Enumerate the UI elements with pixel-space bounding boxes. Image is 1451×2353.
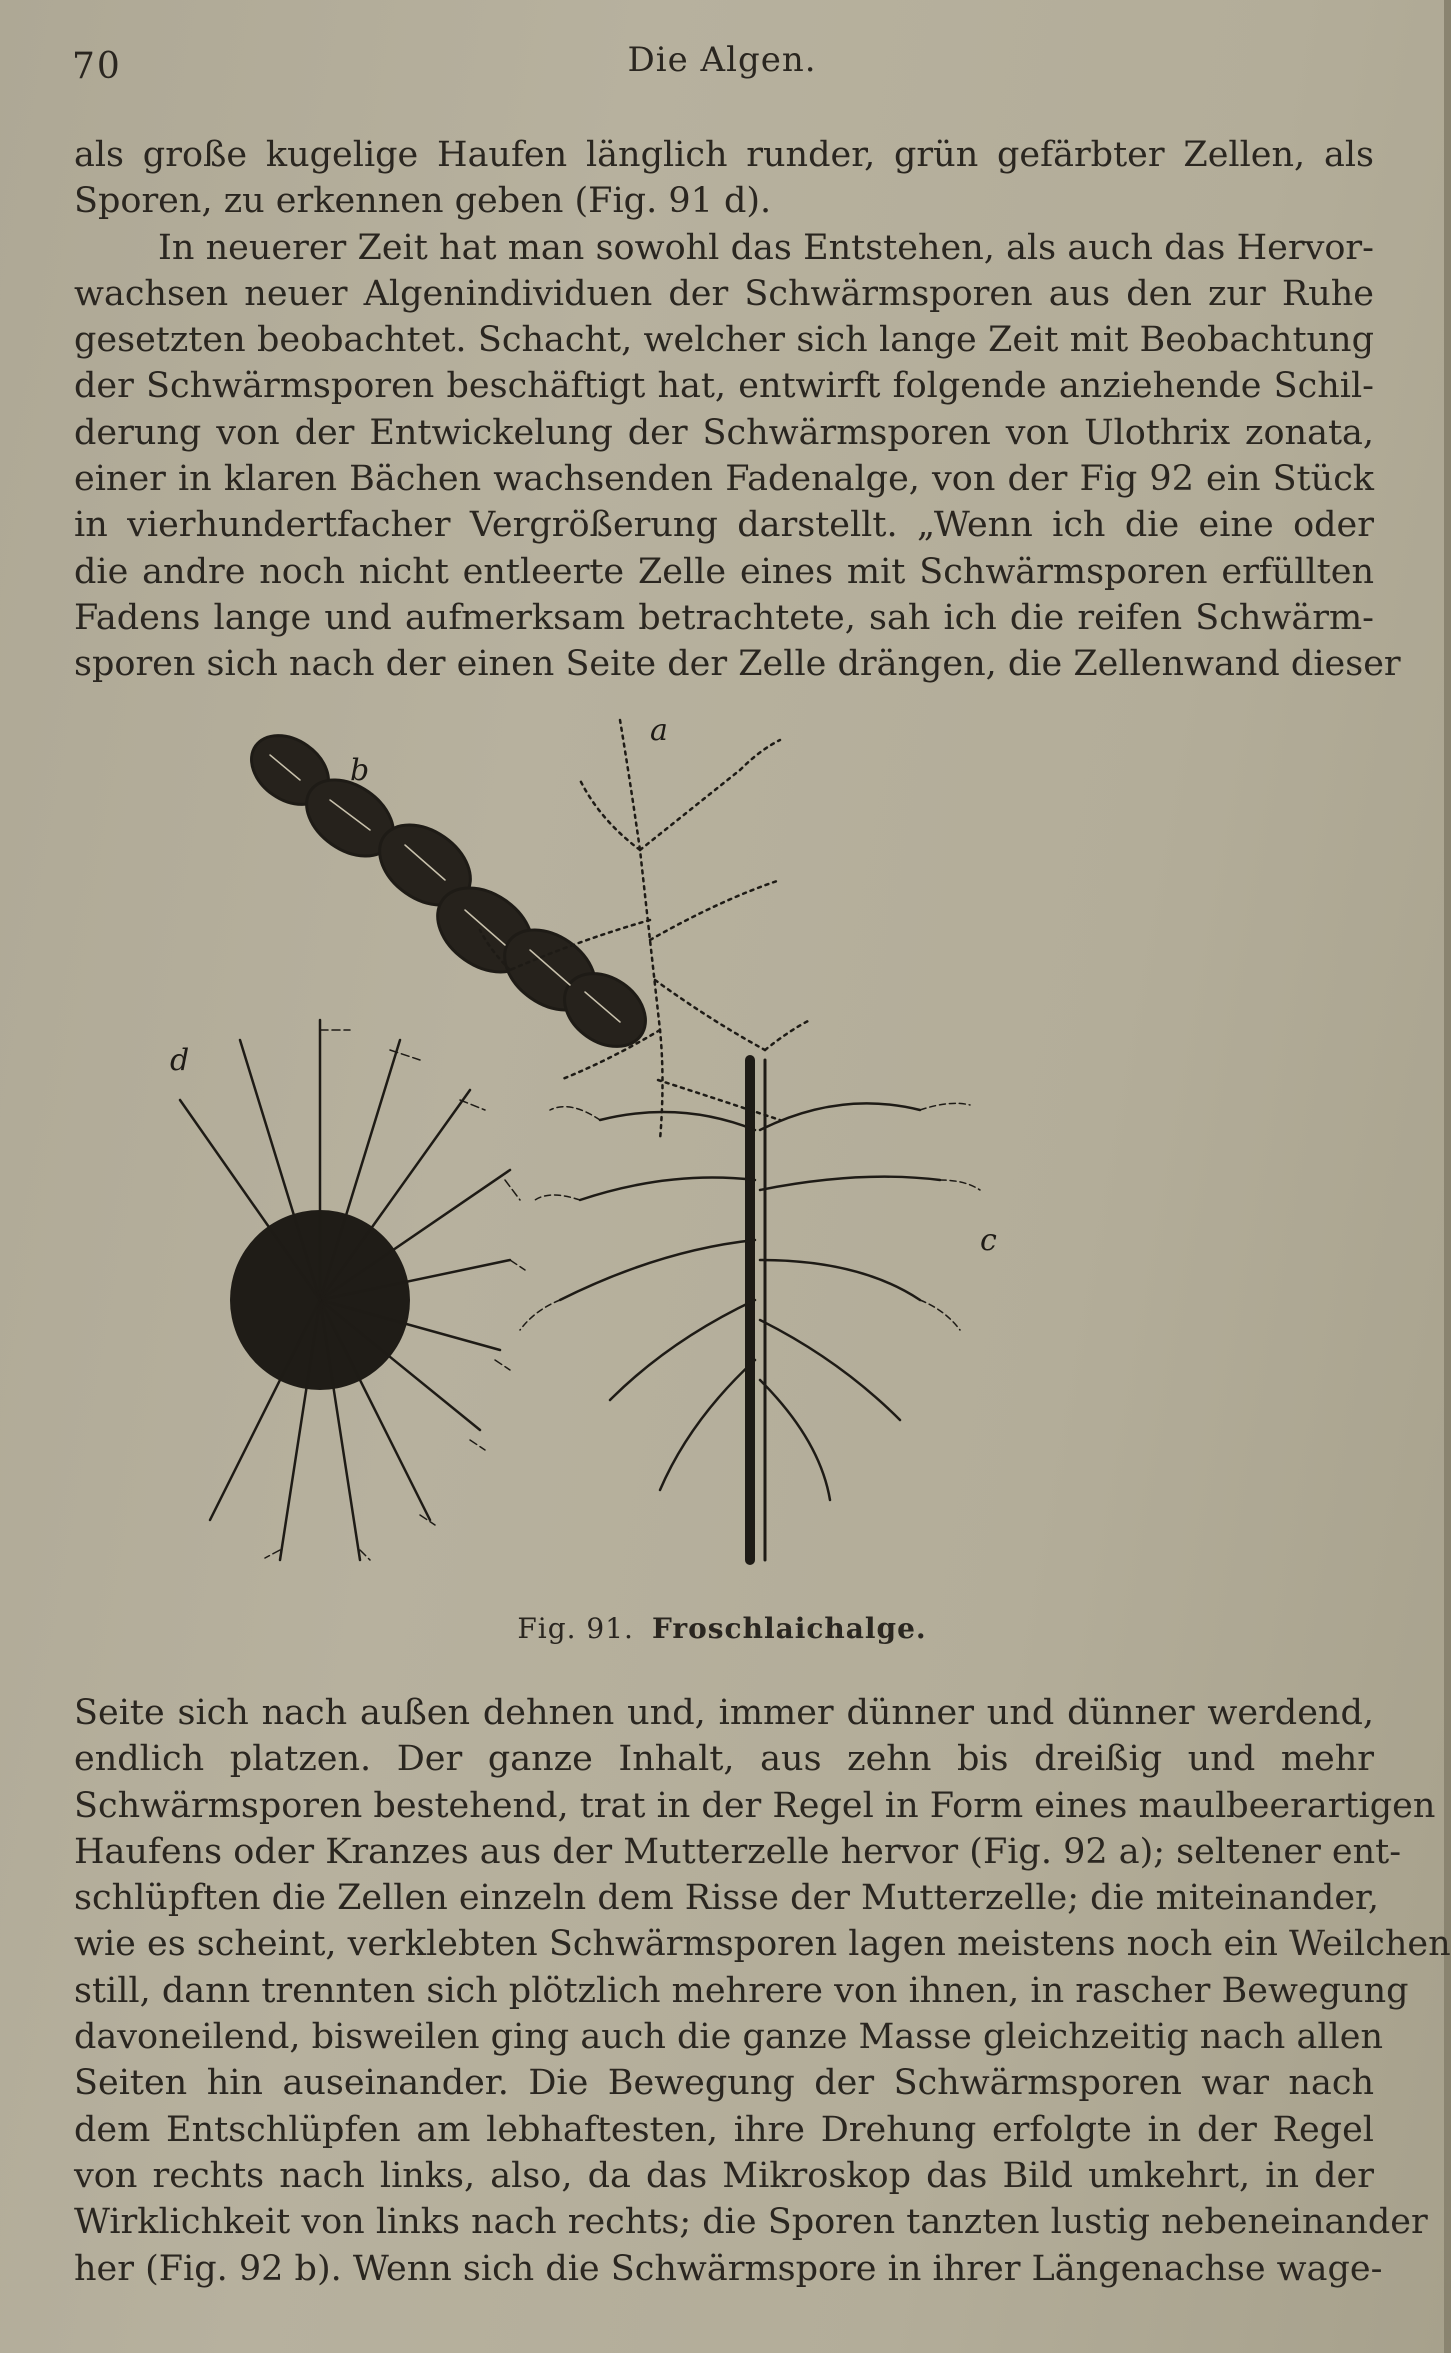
text-line: wachsen neuer Algenindividuen der Schwärmsporen aus den zur Ruhe: [74, 273, 1374, 314]
text-line: die andre noch nicht entleerte Zelle eines mit Schwärmsporen erfüllten: [74, 551, 1374, 592]
figure-label-b: b: [350, 753, 370, 788]
text-line: endlich platzen. Der ganze Inhalt, aus zehn bis dreißig und mehr: [74, 1739, 1374, 1780]
running-head: Die Algen.: [627, 40, 817, 80]
algae-illustration: [170, 700, 1220, 1600]
text-line: In neuerer Zeit hat man sowohl das Entstehen, als auch das Hervor-: [158, 227, 1374, 268]
text-block-top: [74, 132, 1401, 688]
text-line: als große kugelige Haufen länglich runder, grün gefärbter Zellen, als: [74, 135, 1374, 175]
page-header: [72, 38, 1372, 88]
text-line: dem Entschlüpfen am lebhaftesten, ihre Drehung erfolgte in der Regel: [74, 2109, 1374, 2150]
text-line: Seite sich nach außen dehnen und, immer dünner und dünner werdend,: [74, 1693, 1374, 1733]
text-line: einer in klaren Bächen wachsenden Fadenalge, von der Fig 92 ein Stück: [74, 459, 1374, 500]
figure-91: [170, 700, 1220, 1600]
text-line: sporen sich nach der einen Seite der Zelle drängen, die Zellenwand dieser: [74, 644, 1401, 685]
text-line: Wirklichkeit von links nach rechts; die Sporen tanzten lustig nebeneinander: [74, 2202, 1428, 2243]
text-line: wie es scheint, verklebten Schwärmsporen lagen meistens noch ein Weilchen: [74, 1924, 1451, 1965]
figure-caption-title: Froschlaichalge.: [651, 1612, 927, 1645]
text-line: Schwärmsporen bestehend, trat in der Regel in Form eines maulbeerartigen: [74, 1785, 1436, 1826]
text-line: Haufens oder Kranzes aus der Mutterzelle hervor (Fig. 92 a); seltener ent-: [74, 1831, 1402, 1872]
figure-label-c: c: [980, 1223, 997, 1258]
text-line: schlüpften die Zellen einzeln dem Risse der Mutterzelle; die miteinander,: [74, 1878, 1380, 1919]
figure-label-a: a: [650, 713, 668, 748]
text-line: der Schwärmsporen beschäftigt hat, entwirft folgende anziehende Schil-: [74, 366, 1374, 407]
text-line: Fadens lange und aufmerksam betrachtete, sah ich die reifen Schwärm-: [74, 597, 1374, 638]
text-line: Seiten hin auseinander. Die Bewegung der Schwärmsporen war nach: [74, 2063, 1374, 2104]
figure-caption: [0, 1612, 1444, 1645]
illustration-d-radiating-colony: [170, 1020, 525, 1560]
text-line: still, dann trennten sich plötzlich mehrere von ihnen, in rascher Bewegung: [74, 1970, 1409, 2011]
text-line: her (Fig. 92 b). Wenn sich die Schwärmspore in ihrer Längenachse wage-: [74, 2248, 1383, 2289]
text-line: gesetzten beobachtet. Schacht, welcher sich lange Zeit mit Beobachtung: [74, 320, 1374, 361]
text-line: Sporen, zu erkennen geben (Fig. 91 d).: [74, 181, 772, 222]
text-line: davoneilend, bisweilen ging auch die ganze Masse gleichzeitig nach allen: [74, 2017, 1383, 2058]
illustration-b-spore-chain: [238, 721, 659, 1061]
text-block-bottom: [74, 1690, 1451, 2292]
figure-caption-number: Fig. 91.: [517, 1612, 634, 1645]
figure-label-d: d: [170, 1043, 190, 1078]
illustration-c-tufted-filament: [520, 1060, 997, 1560]
text-line: von rechts nach links, also, da das Mikroskop das Bild umkehrt, in der: [74, 2155, 1374, 2196]
text-line: derung von der Entwickelung der Schwärmsporen von Ulothrix zonata,: [74, 412, 1374, 453]
text-line: in vierhundertfacher Vergrößerung darstellt. „Wenn ich die eine oder: [74, 505, 1374, 546]
page-number: 70: [72, 46, 122, 87]
